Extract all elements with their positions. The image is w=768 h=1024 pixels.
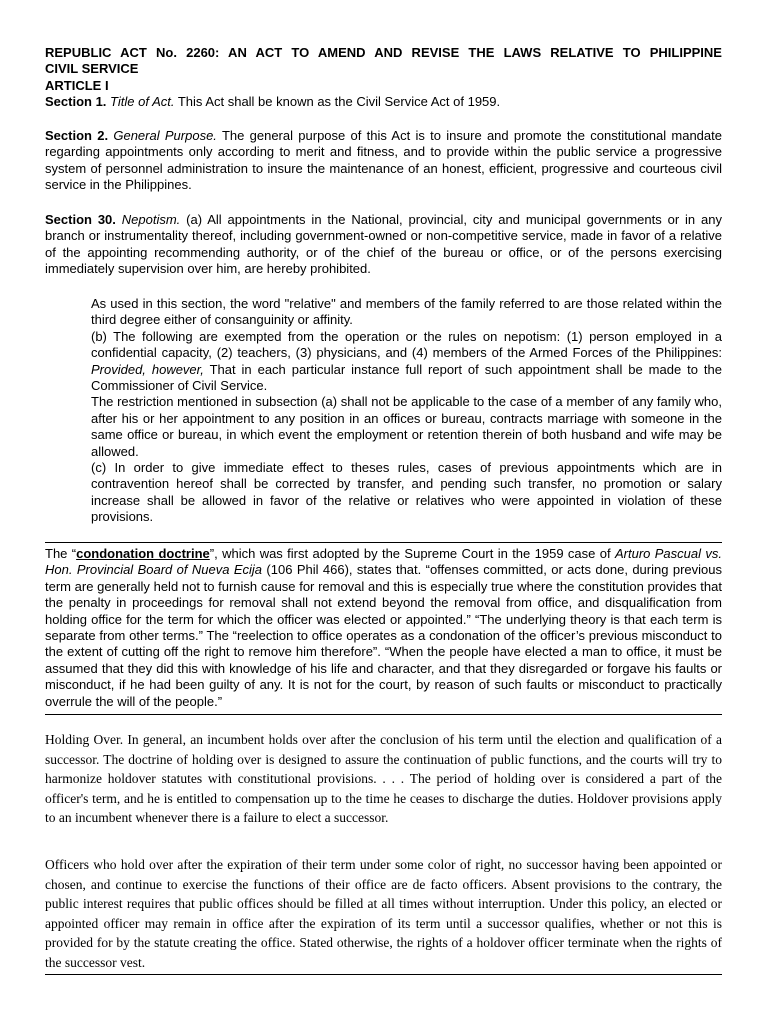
- section-2-label: Section 2.: [45, 128, 109, 143]
- act-number: REPUBLIC ACT No. 2260: [45, 45, 216, 60]
- relative-definition: As used in this section, the word "relative" and members of the family referred to are those related within the third degree either of consanguinity or affinity.: [91, 296, 722, 328]
- holding-over-paragraph-1: Holding Over. In general, an incumbent holds over after the conclusion of his term until the election and qualification of a successor. The doctrine of holding over is designed to assure the continuation of public functions, and the courts will try to harmonize holdover statutes with constitutional provisions. . . . The period of holding over is considered a part of the officer's term, and he is entitled to compensation up to the time he ceases to discharge the duties. Holdover provisions apply to an incumbent whenever there is a failure to elect a successor.: [45, 732, 722, 826]
- holding-over-paragraph-2: Officers who hold over after the expiration of their term under some color of right, no successor having been appointed or chosen, and continue to exercise the functions of their office are de facto officers. Absent provisions to the contrary, the public interest requires that public offices should be filled at all times without interruption. Under this policy, an elected or appointed officer may remain in office after the expiration of its term until a successor qualifies, whether or not this is provided for by the statute creating the office. Stated otherwise, the rights of a holdover officer terminate when the rights of the successor vest.: [45, 855, 722, 975]
- section-30: [45, 212, 722, 278]
- section-30-label: Section 30.: [45, 212, 116, 227]
- restriction-paragraph: The restriction mentioned in subsection (a) shall not be applicable to the case of a member of any family who, after his or her appointment to any position in an offices or bureau, contracts marriage with someone in the same office or bureau, in which event the employment or retention therein of both husband and wife may be allowed.: [91, 394, 722, 459]
- act-header: [45, 45, 722, 111]
- condonation-doctrine-paragraph: The “condonation doctrine”, which was first adopted by the Supreme Court in the 1959 case of Arturo Pascual vs. Hon. Provincial Board of Nueva Ecija (106 Phil 466), states that. “offenses committed, or acts done, during previous term are generally held not to furnish cause for removal and this is especially true where the constitution provides that the penalty in proceedings for removal shall not extend beyond the removal from office, and disqualification from holding office for the term for which the officer was elected or appointed.” “The underlying theory is that each term is separate from other terms.” The “reelection to office operates as a condonation of the officer’s previous misconduct to the extent of cutting off the right to remove him therefore”. “When the people have elected a man to office, it must be assumed that they did this with knowledge of his life and character, and that they disregarded or forgave his faults or misconduct, if he had been guilty of any. It is not for the court, by reason of such faults or misconduct to practically overrule the will of the people.”: [45, 542, 722, 715]
- section-2-heading: General Purpose.: [113, 128, 217, 143]
- section-2-text: The general purpose of this Act is to insure and promote the constitutional mandate regarding appointments only according to merit and fitness, and to provide within the public service a progressive system of personnel administration to insure the maintenance of an honest, efficient, progressive and courteous civil service in the Philippines.: [45, 128, 722, 193]
- section-1-text: This Act shall be known as the Civil Service Act of 1959.: [174, 94, 501, 110]
- subsection-c: (c) In order to give immediate effect to theses rules, cases of previous appointments which are in contravention hereof shall be corrected by transfer, and pending such transfer, no promotion or salary increase shall be allowed in favor of the relative or relatives who were appointed in violation of these provisions.: [91, 460, 722, 525]
- act-title-line2: CIVIL SERVICE: [45, 61, 139, 77]
- section-1-label: Section 1.: [45, 94, 107, 110]
- section-2: [45, 128, 722, 194]
- section-30-subsections: [91, 296, 722, 526]
- condonation-term: condonation doctrine: [76, 546, 210, 561]
- article-heading: ARTICLE I: [45, 77, 109, 93]
- subsection-b: (b) The following are exempted from the operation or the rules on nepotism: (1) person employed in a confidential capacity, (2) teachers, (3) physicians, and (4) members of the Armed Forces of the Philippines: Provided, however, That in each particular instance full report of such appointment shall be made to the Commissioner of Civil Service.: [91, 328, 722, 394]
- section-30-heading: Nepotism.: [121, 212, 181, 227]
- section-1-heading: Title of Act.: [110, 94, 175, 110]
- section-1: [45, 94, 722, 110]
- section-30-text-a: (a) All appointments in the National, provincial, city and municipal governments or in any branch or instrumentality thereof, including government-owned or non-competitive service, made in favor of a relative of the appointing recommending authority, or of the chief of the bureau or office, or of the persons exercising immediately supervision over him, are hereby prohibited.: [45, 212, 722, 277]
- case-name: Arturo Pascual vs. Hon. Provincial Board of Nueva Ecija: [45, 546, 722, 578]
- act-title-line1: REPUBLIC ACT No. 2260: AN ACT TO AMEND AND REVISE THE LAWS RELATIVE TO PHILIPPINE: [45, 45, 722, 60]
